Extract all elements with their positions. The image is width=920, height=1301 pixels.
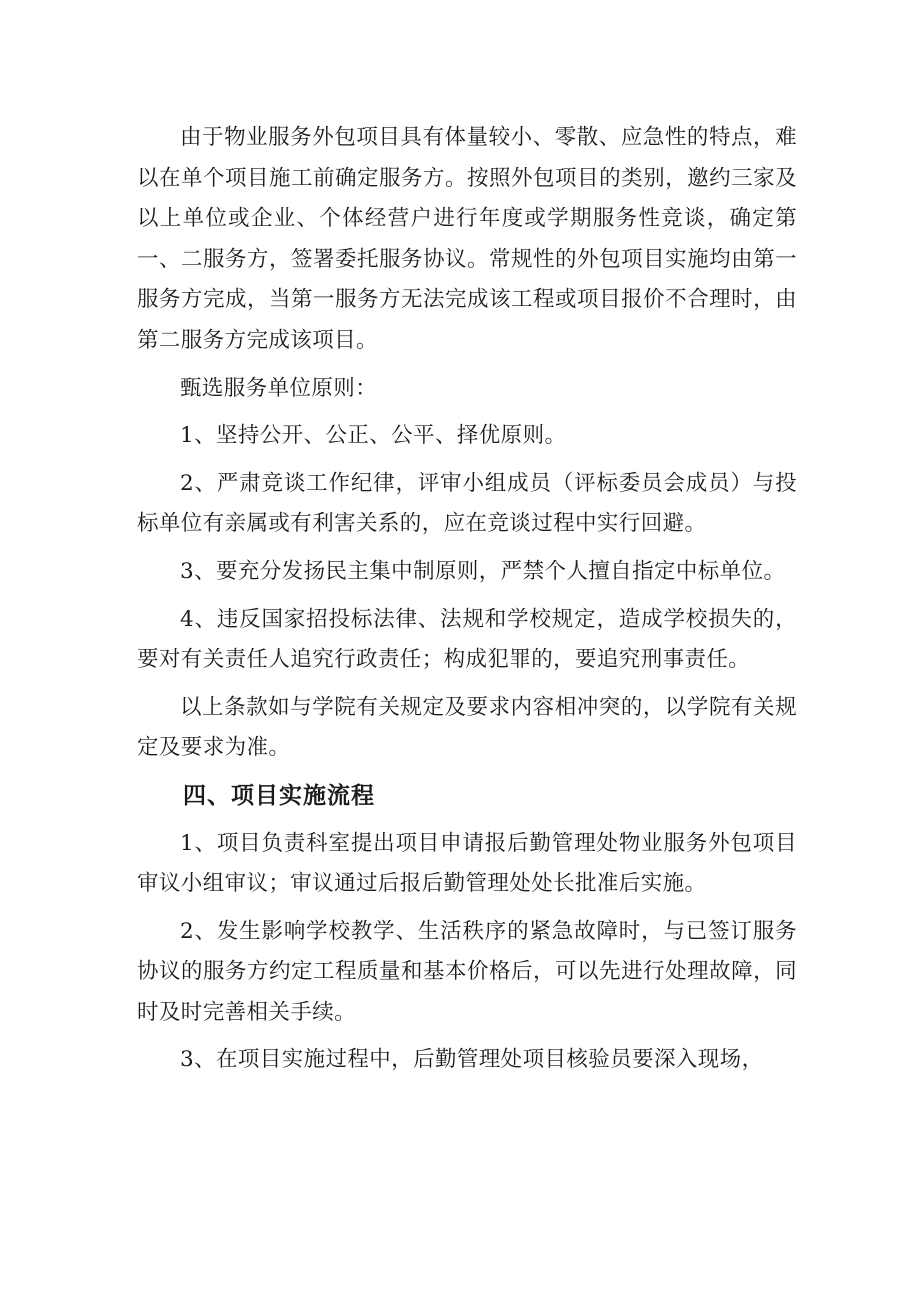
paragraph-selection-principles-title: 甄选服务单位原则： [180,375,378,401]
paragraph-principle-4: 4、违反国家招投标法律、法规和学校规定，造成学校损失的，要对有关责任人追究行政责任；构成犯罪的，要追究刑事责任。 [137,606,797,673]
paragraph-principle-3: 3、要充分发扬民主集中制原则，严禁个人擅自指定中标单位。 [180,558,786,584]
paragraph-principle-2: 2、严肃竞谈工作纪律，评审小组成员（评标委员会成员）与投标单位有亲属或有利害关系的，应在竞谈过程中实行回避。 [137,470,797,537]
paragraph-outsourcing-intro: 由于物业服务外包项目具有体量较小、零散、应急性的特点，难以在单个项目施工前确定服务方。按照外包项目的类别，邀约三家及以上单位或企业、个体经营户进行年度或学期服务性竞谈，确定第一、二服务方，签署委托服务协议。常规性的外包项目实施均由第一服务方完成，当第一服务方无法完成该工程或项目报价不合理时，由第二服务方完成该项目。 [137,125,797,353]
paragraph-process-step-3: 3、在项目实施过程中，后勤管理处项目核验员要深入现场， [180,1047,764,1073]
document-body [137,118,797,1081]
section-heading: 四、项目实施流程 [183,782,375,809]
paragraph-process-step-1: 1、项目负责科室提出项目申请报后勤管理处物业服务外包项目审议小组审议；审议通过后报后勤管理处处长批准后实施。 [137,830,797,897]
paragraph-conflict-clause: 以上条款如与学院有关规定及要求内容相冲突的，以学院有关规定及要求为准。 [137,694,797,761]
paragraph-principle-1: 1、坚持公开、公正、公平、择优原则。 [180,423,567,449]
paragraph-process-step-2: 2、发生影响学校教学、生活秩序的紧急故障时，与已签订服务协议的服务方约定工程质量和基本价格后，可以先进行处理故障，同时及时完善相关手续。 [137,918,797,1025]
